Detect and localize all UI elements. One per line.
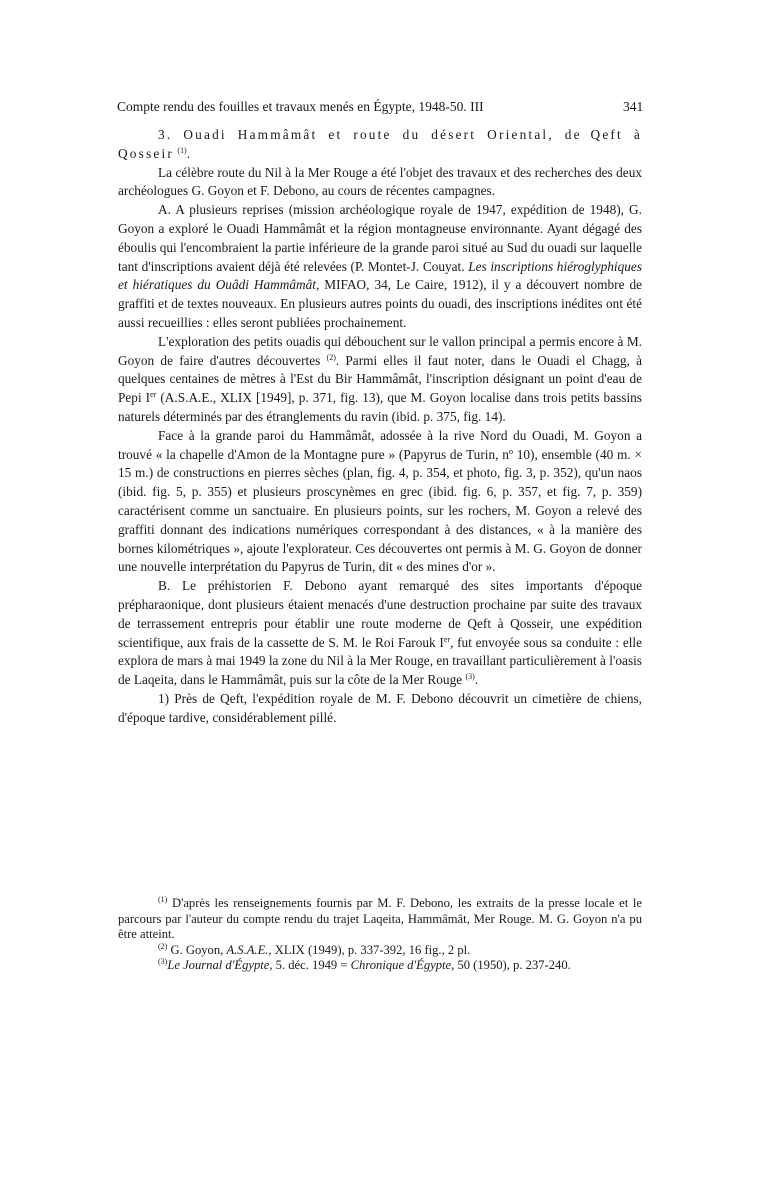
paragraph-1: 1) Près de Qeft, l'expédition royale de M. F. Debono découvrit un cimetière de chiens, d'époque tardive, considérablement pillé. [118,690,642,725]
footnote-ref-3: (3) [465,672,475,682]
running-title: Compte rendu des fouilles et travaux menés en Égypte, 1948-50. III [117,99,484,114]
paragraph-a: A. A plusieurs reprises (mission archéologique royale de 1947, expédition de 1948), G. Goyon a exploré le Ouadi Hammâmât et la région montagneuse environnante. Ayant dégagé des éboulis qui l'encombraient la partie inférieure de la grande paroi situé au Sud du ouadi sur laquelle tant d'inscriptions avaient déjà été relevées (P. Montet-J. Couyat. Les inscriptions hiéroglyphiques et hiératiques du Ouâdi Hammâmât, MIFAO, 34, Le Caire, 1912), il y a découvert nombre de graffiti et de textes nouveaux. En plusieurs autres points du ouadi, des inscriptions inédites ont été aussi recueillies : elles seront publiées prochainement. [118,202,643,330]
footnote-2: $^{(2)}$ G. Goyon, A.S.A.E., XLIX (1949), p. 337-392, 16 fig., 2 pl. [158,941,471,957]
section-heading-line1: 3. Ouadi Hammâmât et route du désert Oriental, de [158,127,582,142]
paragraph-b: B. Le préhistorien F. Debono ayant remarqué des sites importants d'époque prépharaonique, dont plusieurs étaient menacés d'une destruction prochaine par suite des travaux de terrassement entrepris pour établir une route moderne de Qeft à Qosseir, une expédition scientifique, aux frais de la cassette de S. M. le Roi Farouk Ier, fut envoyée sous sa conduite : elle explora de mars à mai 1949 la zone du Nil à la Mer Rouge, en travaillant particulièrement à l'oasis de Laqeita, dans le Hammâmât, puis sur la côte de la Mer Rouge $^{(3)}$. [118,578,643,688]
footnote-ref-1: (1) [177,145,187,155]
paragraph-face: Face à la grande paroi du Hammâmât, adossée à la rive Nord du Ouadi, M. Goyon a trouvé « la chapelle d'Amon de la Montagne pure » (Papyrus de Turin, nº 10), ensemble (40 m. × 15 m.) de constructions en pierres sèches (plan, fig. 4, p. 354, et photo, fig. 3, p. 352), qu'un naos (ibid. fig. 5, p. 355) et plusieurs proscynèmes en grec (ibid. fig. 6, p. 357, et fig. 7, p. 359) caractérisent comme un sanctuaire. En plusieurs points, sur les rochers, M. Goyon a relevé des graffiti donnant des indications numériques correspondant à des distances, « à la manière des bornes kilométriques », ajoute l'explorateur. Ces découvertes ont permis à M. G. Goyon de donner une nouvelle interprétation du Papyrus de Turin, dit « des mines d'or ». [118,427,642,575]
intro-paragraph: La célèbre route du Nil à la Mer Rouge a été l'objet des travaux et des recherches des deux archéologues G. Goyon et F. Debono, au cours de récentes campagnes. [118,164,642,199]
footnote-3: $^{(3)}$Le Journal d'Égypte, 5. déc. 1949 = Chronique d'Égypte, 50 (1950), p. 237-240. [158,957,571,973]
cited-work-title: Les inscriptions hiéroglyphiques et hiératiques du Ouâdi Hammâmât [118,258,642,293]
paragraph-exploration: L'exploration des petits ouadis qui débouchent sur le vallon principal a permis encore à M. Goyon de faire d'autres découvertes $^{(2)}$. Parmi elles il faut noter, dans le Ouadi el Chagg, à quelques centaines de mètres à l'Est du Bir Hammâmât, l'inscription désignant un point d'eau de Pepi Ier (A.S.A.E., XLIX [1949], p. 371, fig. 13), que M. Goyon localise dans trois petits bassins naturels déterminés par des étranglements du ravin (ibid. p. 375, fig. 14). [118,333,642,424]
page-number: 341 [623,99,644,114]
main-text [118,126,642,728]
footnotes [118,896,642,974]
footnote-ref-2: (2) [326,352,336,362]
footnote-1: $^{(1)}$ D'après les renseignements fournis par M. F. Debono, les extraits de la presse locale et le parcours par l'auteur du compte rendu du trajet Laqeita, Hammâmât, Mer Rouge. M. G. Goyon n'a pu être atteint. [118,895,642,942]
section-heading: 3. Ouadi Hammâmât et route du désert Oriental, de Qeft à Qosseir $^{(1)}$. [118,127,642,161]
section-heading-line2: Qeft à Qosseir [118,127,642,161]
